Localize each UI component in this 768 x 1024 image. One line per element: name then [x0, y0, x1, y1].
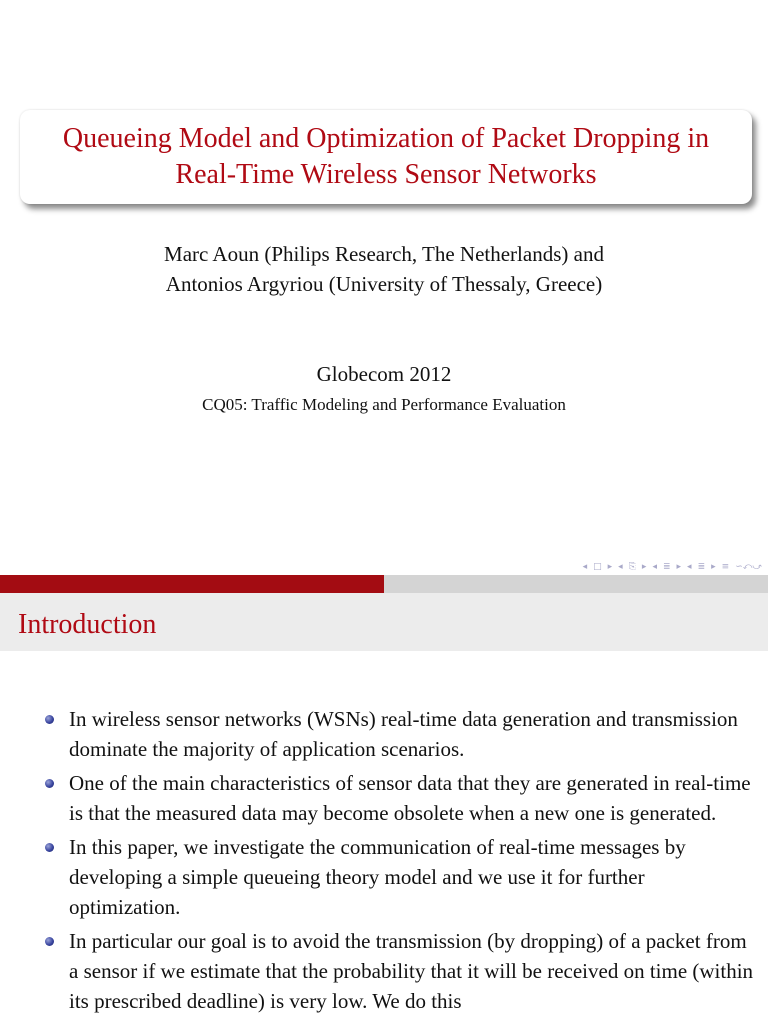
bullet-item [44, 768, 760, 828]
bullet-item [44, 704, 760, 764]
bullet-item [44, 926, 760, 1016]
progress-divider-gray [384, 575, 768, 593]
nav-subsection-icon[interactable]: ≣ [697, 562, 706, 572]
bullet-text: One of the main characteristics of sensor data that they are generated in real-time is that the measured data may become obsolete when a new one is generated. [69, 771, 751, 825]
nav-section-next-icon[interactable]: ▸ [676, 562, 682, 572]
title-box [20, 110, 752, 204]
bullet-ball-icon [45, 843, 54, 852]
session-track: CQ05: Traffic Modeling and Performance Evaluation [202, 395, 566, 414]
nav-forward-icon[interactable]: ▸ [641, 562, 647, 572]
nav-frame-next-icon[interactable]: ▸ [607, 562, 613, 572]
bullet-ball-icon [45, 779, 54, 788]
nav-search-icon[interactable]: ∽⤺⤻ [735, 562, 762, 572]
beamer-navigation-bar [583, 558, 762, 576]
nav-section-icon[interactable]: ≣ [662, 562, 671, 572]
bullet-item [44, 832, 760, 922]
progress-divider-red [0, 575, 384, 593]
nav-first-icon[interactable]: ◂ [582, 562, 588, 572]
nav-subsection-next-icon[interactable]: ▸ [711, 562, 716, 572]
bullet-text: In wireless sensor networks (WSNs) real-time data generation and transmission dominate the majority of application scenarios. [69, 707, 738, 761]
nav-section-prev-icon[interactable]: ◂ [652, 562, 657, 572]
nav-subsection-prev-icon[interactable]: ◂ [687, 562, 692, 572]
authors-line-1: Marc Aoun (Philips Research, The Netherlands) and [164, 242, 604, 266]
title-line-1: Queueing Model and Optimization of Packet Dropping in [62, 123, 710, 154]
bullet-text: In particular our goal is to avoid the transmission (by dropping) of a packet from a sensor if we estimate that the probability that it will be received on time (within its prescribed deadline) is very low. We do this [69, 929, 754, 1013]
nav-frame-icon[interactable]: □ [593, 562, 602, 572]
bullet-list [44, 704, 760, 1020]
nav-page-icon[interactable]: ⎘ [628, 562, 636, 572]
title-line-2: Real-Time Wireless Sensor Networks [175, 159, 597, 190]
nav-align-icon[interactable]: ≡ [721, 562, 730, 572]
authors-line-2: Antonios Argyriou (University of Thessaly, Greece) [165, 272, 603, 296]
bullet-text: In this paper, we investigate the communication of real-time messages by developing a simple queueing theory model and we use it for further optimization. [69, 835, 686, 919]
bullet-ball-icon [45, 937, 54, 946]
frame-title: Introduction [18, 609, 157, 640]
conference-name: Globecom 2012 [316, 362, 452, 386]
bullet-ball-icon [45, 715, 54, 724]
nav-back-icon[interactable]: ◂ [618, 562, 623, 572]
